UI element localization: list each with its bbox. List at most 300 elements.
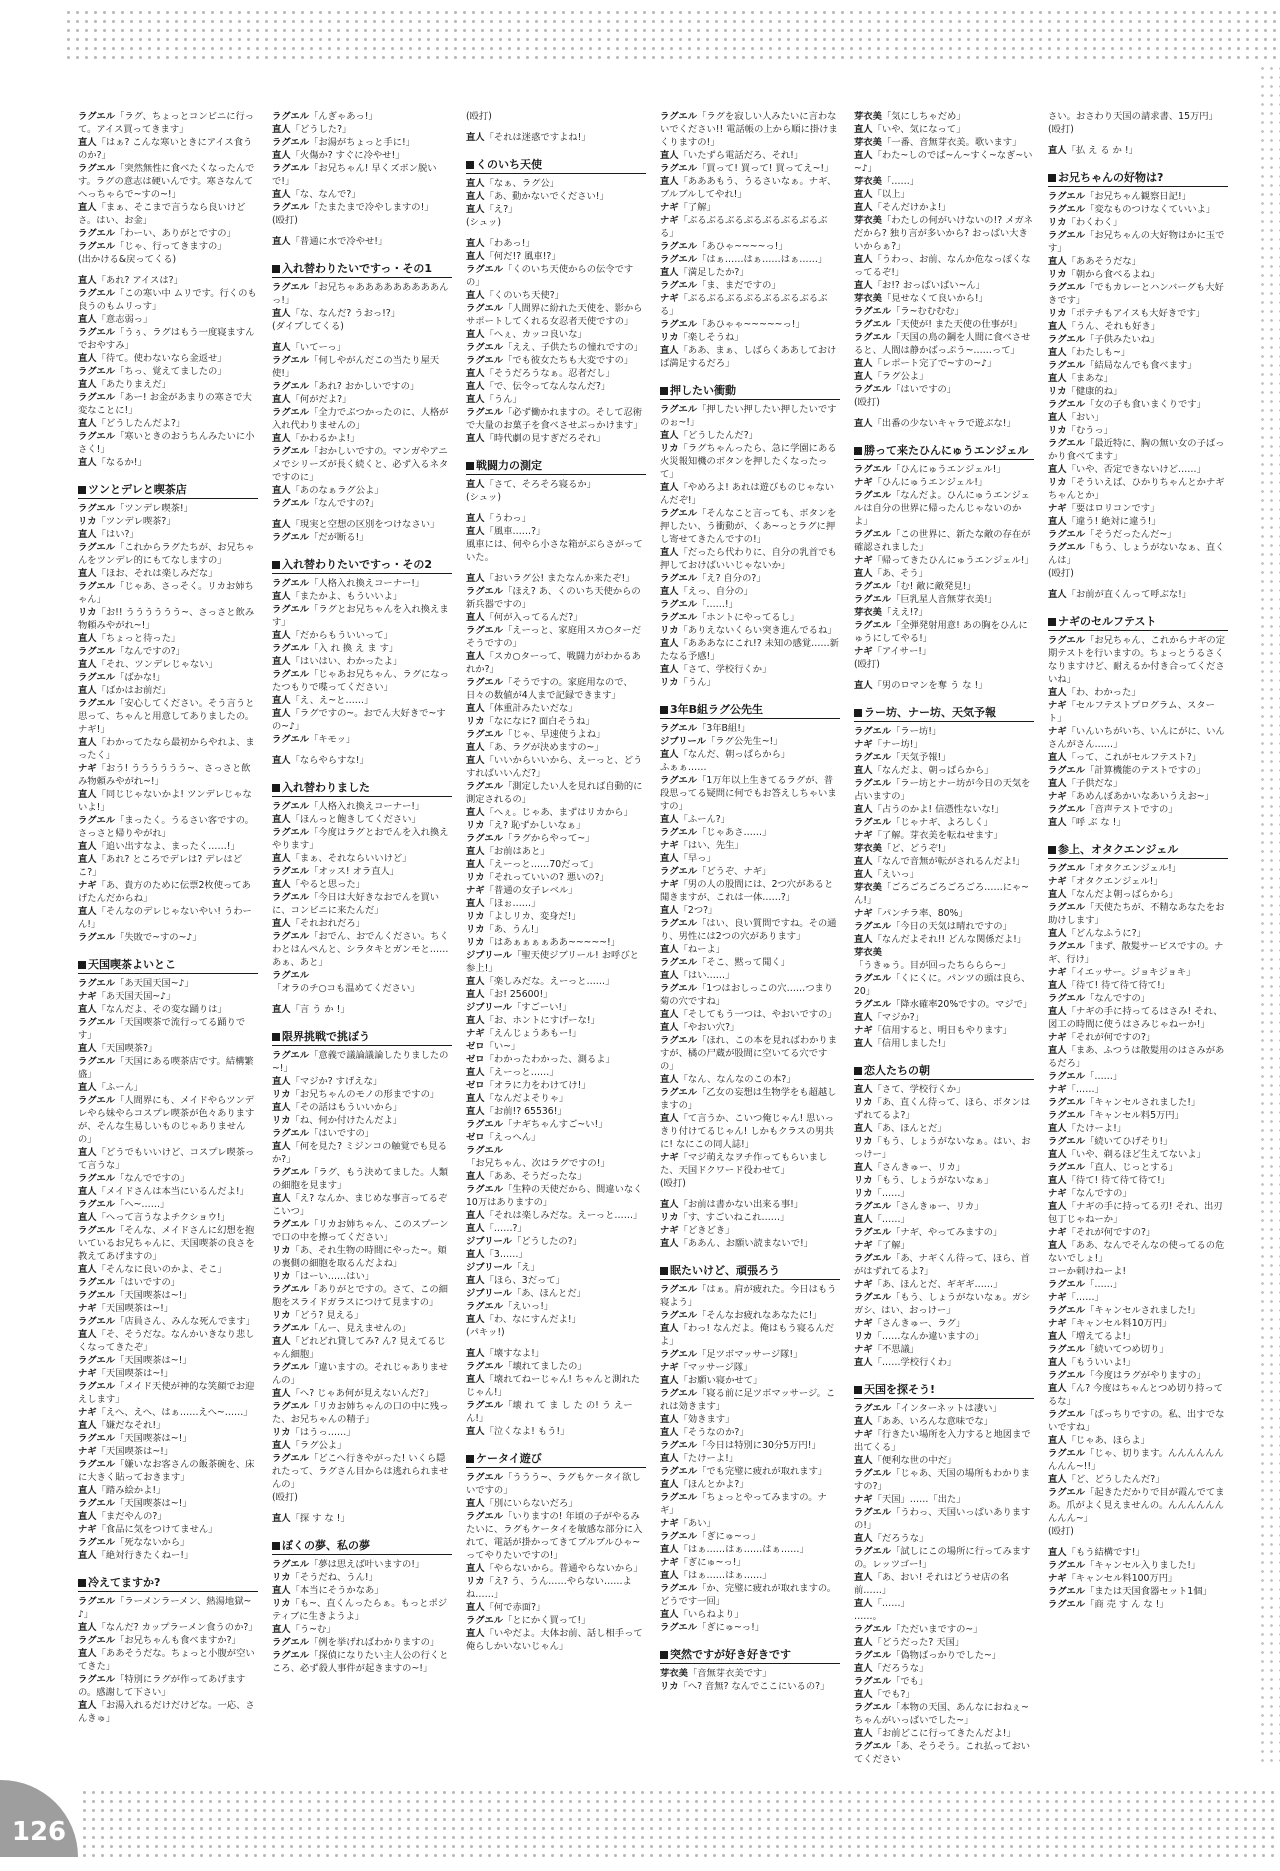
dialogue-line: [854, 1213, 1034, 1226]
dialogue-line: [272, 852, 452, 865]
line-text: 「ええ、子供たちの憧れですの」: [503, 342, 644, 353]
line-text: 「まあな」: [1066, 373, 1114, 384]
dialogue-line: [854, 1532, 1034, 1545]
dialogue-line: [1048, 424, 1228, 437]
speaker-name: ラグエル: [78, 542, 116, 553]
line-text: 「ラグちゃんったら、急に学園にある火災報知機のボタンを押したくなったって」: [660, 443, 837, 480]
line-text: 「違う! 絶対に違う!」: [1066, 516, 1161, 527]
line-text: 「ラーメンラーメン、熱湯地獄~♪」: [78, 1596, 252, 1620]
dialogue-line: [854, 1623, 1034, 1636]
line-text: 「押したい押したい押したいですのぉ~!」: [660, 404, 837, 428]
speaker-name: ラグエル: [272, 1453, 310, 1464]
line-text: 「何しやがんだこの当たり屋天使!」: [272, 355, 440, 379]
line-text: 「ああそうだな」: [1066, 256, 1141, 267]
dialogue-line: [660, 279, 840, 292]
line-text: 「ぱっちりですの。私、出すでないですね」: [1048, 1409, 1225, 1433]
speaker-name: 直人: [272, 342, 291, 353]
dialogue-line: [466, 715, 646, 728]
speaker-name: 直人: [660, 1544, 679, 1555]
spacer: [466, 1438, 646, 1446]
section-heading: ケータイ遊び: [466, 1452, 646, 1468]
line-text: 「信用すると、明日もやります」: [872, 1025, 1013, 1036]
spacer: [660, 1634, 840, 1642]
dialogue-line: [1048, 1135, 1228, 1148]
dialogue-line: [854, 1011, 1034, 1024]
dialogue-line: [1048, 307, 1228, 320]
line-text: 「人格入れ換えコーナー!」: [309, 578, 425, 589]
speaker-name: ラグエル: [466, 729, 504, 740]
dialogue-line: [272, 878, 452, 891]
dialogue-line: [660, 735, 840, 748]
line-text: 「……なんか違いますの」: [872, 1331, 985, 1342]
dialogue-line: [854, 998, 1034, 1011]
dialogue-line: [466, 741, 646, 754]
line-text: 「女の子も食いまくりです」: [1085, 399, 1206, 410]
line-text: 「えんじょうあもー!」: [484, 1028, 582, 1039]
speaker-name: ラグエル: [854, 1292, 892, 1303]
line-text: 「わたしの何がいけないの!? メガネだから? 独り言が多いから? おっぱい大きいからぁ?」: [854, 215, 1033, 252]
line-text: 「壊すなよ!」: [484, 1348, 545, 1359]
speaker-name: 直人: [272, 433, 291, 444]
line-text: 「なんでですの」: [115, 1173, 190, 1184]
line-text: 「朝から食べるよね」: [1066, 269, 1160, 280]
line-text: 「火傷か? すぐに冷やせ!」: [290, 150, 405, 161]
speaker-name: 直人: [854, 1416, 873, 1427]
line-text: 「あ、そうそう。これ払っておいてください: [854, 1741, 1031, 1765]
speaker-name: ジブリール: [466, 1236, 512, 1247]
line-text: 「じゃナギ、よろしく」: [891, 817, 993, 828]
dialogue-line: [854, 188, 1034, 201]
line-text: 「だからもういいって」: [290, 630, 393, 641]
dialogue-line: [272, 969, 452, 995]
speaker-name: 直人: [466, 1275, 485, 1286]
spacer: [78, 944, 258, 952]
dialogue-line: [854, 816, 1034, 829]
speaker-name: ラグエル: [78, 1277, 116, 1288]
line-text: 「今日は大好きなおでんを買いに、コンビニに来たんだ」: [272, 892, 440, 916]
dialogue-line: [466, 1360, 646, 1373]
line-text: 「やめろよ! あれは遊びものじゃないんだぞ!」: [660, 482, 835, 506]
speaker-name: ラグエル: [854, 464, 892, 475]
line-text: 「セルフテストプログラム、スタート」: [1048, 700, 1215, 724]
dialogue-line: [466, 1471, 646, 1497]
dialogue-line: [272, 1649, 452, 1675]
speaker-name: 直人: [78, 379, 97, 390]
line-text: 「起きただかりで目が霞んでてまあ。爪がよく見えませんの。んんんんんんんんん~」: [1048, 1487, 1225, 1524]
speaker-name: ラグエル: [78, 1095, 116, 1106]
bottom-dot-pattern: [80, 1788, 1280, 1857]
line-text: 「天国喫茶は~!」: [115, 1355, 192, 1366]
line-text: 「現実と空想の区別をつけなさい」: [290, 519, 440, 530]
dialogue-line: [1048, 1096, 1228, 1109]
dialogue-line: [854, 1330, 1034, 1343]
line-text: 「要はロリコンです」: [1066, 503, 1160, 514]
speaker-name: ラグエル: [78, 1199, 116, 1210]
line-text: 「なになに? 面白そうね」: [484, 716, 595, 727]
dialogue-line: [466, 1601, 646, 1614]
speaker-name: ナギ: [1048, 1188, 1067, 1199]
line-text: 「人格入れ換えコーナー!」: [309, 801, 425, 812]
dialogue-line: [78, 1354, 258, 1367]
dialogue-line: [854, 1037, 1034, 1050]
dialogue-line: [78, 136, 258, 162]
line-text: 「寝る前に足ツボマッサージ。これは効きます」: [660, 1388, 836, 1412]
speaker-name: 直人: [466, 178, 485, 189]
dialogue-line: [78, 1647, 258, 1673]
speaker-name: 直人: [466, 1563, 485, 1574]
line-text: 「寒いときのおうちんみたいに小さく!」: [78, 431, 255, 455]
spacer: [272, 767, 452, 775]
speaker-name: 直人: [854, 254, 873, 265]
speaker-name: ラグエル: [1048, 1162, 1086, 1173]
line-text: 「えいっ!」: [503, 1301, 554, 1312]
speaker-name: 直人: [854, 1357, 873, 1368]
line-text: 「続いてつめ切り」: [1085, 1344, 1169, 1355]
speaker-name: ラグエル: [466, 1184, 504, 1195]
speaker-name: 直人: [1048, 1006, 1067, 1017]
dialogue-line: [272, 188, 452, 201]
dialogue-line: [466, 572, 646, 585]
line-text: 「もう、しょうがないなぁ」: [872, 1175, 994, 1186]
speaker-name: 直人: [660, 1453, 679, 1464]
dialogue-line: [1048, 1473, 1228, 1486]
dialogue-line: [466, 910, 646, 923]
speaker-name: リカ: [466, 911, 485, 922]
speaker-name: 直人: [1048, 1357, 1067, 1368]
speaker-name: 直人: [78, 314, 97, 325]
line-text: 「今日は特別に30分5万円!」: [697, 1440, 821, 1451]
speaker-name: ジブリール: [466, 1288, 512, 1299]
dialogue-line: [660, 1556, 840, 1569]
dialogue-line: [854, 417, 1034, 430]
dialogue-line: [78, 313, 258, 326]
dialogue-line: [78, 1621, 258, 1634]
line-text: 「わ、なにすんだよ!」: [484, 1314, 581, 1325]
dialogue-line: [1048, 777, 1228, 790]
speaker-name: 直人: [854, 1637, 873, 1648]
speaker-name: リカ: [466, 924, 485, 935]
dialogue-line: [78, 1432, 258, 1445]
dialogue-line: [660, 331, 840, 344]
speaker-name: 直人: [1048, 752, 1067, 763]
spacer: [466, 1339, 646, 1347]
dialogue-line: [78, 697, 258, 736]
dialogue-line: [466, 923, 646, 936]
line-text: 「お願い寝かせて」: [678, 1375, 763, 1386]
line-text: 「さて、学校行くか」: [678, 664, 772, 675]
line-text: 「今日の天気は晴れですの」: [891, 921, 1012, 932]
speaker-name: ナギ: [660, 1152, 679, 1163]
speaker-name: ラグエル: [272, 643, 310, 654]
line-text: 「入 れ 換 え ま す」: [309, 643, 399, 654]
speaker-name: 直人: [272, 1336, 291, 1347]
line-text: 「え? う、うん……やらない……よね……」: [466, 1576, 632, 1600]
dialogue-line: [78, 1211, 258, 1224]
dialogue-line: [854, 972, 1034, 998]
line-text: 「意志弱っ」: [96, 314, 153, 325]
speaker-name: ラグエル: [660, 1284, 698, 1295]
line-text: 「おかしいですの。マンガやアニメでシリーズが長く続くと、必ず入るネタですのに」: [272, 446, 449, 483]
dialogue-line: [272, 826, 452, 852]
dialogue-line: [1048, 1122, 1228, 1135]
line-text: 「ぎにゅ~っ!」: [697, 1622, 765, 1633]
speaker-name: ラグエル: [660, 1087, 698, 1098]
dialogue-line: [1048, 1382, 1228, 1408]
script-columns: [78, 110, 1248, 1770]
line-text: 「なんですの?」: [309, 498, 380, 509]
line-text: 「天国」……「出た」: [872, 1494, 966, 1505]
line-text: 「生粋の天使だから、間違いなく10万はありますの」: [466, 1184, 643, 1208]
speaker-name: ラグエル: [660, 918, 698, 929]
dialogue-line: [660, 1413, 840, 1426]
line-text: 「やらないから。普通やらないから」: [484, 1563, 643, 1574]
spacer: [78, 266, 258, 274]
line-text: 「それっていいの? 悪いの?」: [484, 872, 609, 883]
line-text: 「健康的ね」: [1066, 386, 1123, 397]
line-text: 「わくわく」: [1066, 217, 1123, 228]
speaker-name: ナギ: [78, 1524, 97, 1535]
dialogue-line: [466, 819, 646, 832]
line-text: 「かわるかよ!」: [290, 433, 360, 444]
speaker-name: ラグエル: [1048, 1110, 1086, 1121]
dialogue-line: [854, 1662, 1034, 1675]
dialogue-line: [660, 917, 840, 943]
speaker-name: 直人: [272, 591, 291, 602]
dialogue-line: [660, 214, 840, 240]
speaker-name: ラグエル: [78, 503, 116, 514]
dialogue-line: [78, 1484, 258, 1497]
speaker-name: ラグエル: [78, 978, 116, 989]
dialogue-line: [1048, 1200, 1228, 1226]
dialogue-line: [272, 629, 452, 642]
dialogue-line: [854, 1122, 1034, 1135]
dialogue-line: [466, 1092, 646, 1105]
line-text: 「レポート完了で~すの~♪」: [872, 358, 997, 369]
speaker-name: 直人: [272, 1624, 291, 1635]
speaker-name: ラグエル: [78, 932, 116, 943]
speaker-name: ラグエル: [854, 1507, 892, 1518]
speaker-name: リカ: [660, 443, 679, 454]
dialogue-line: [1048, 1005, 1228, 1031]
dialogue-line: [660, 1086, 840, 1112]
speaker-name: ラグエル: [272, 892, 310, 903]
dialogue-line: [466, 432, 646, 445]
line-text: 「その話はもういいから」: [290, 1102, 403, 1113]
line-text: 「……学校行くわ」: [872, 1357, 957, 1368]
dialogue-line: [854, 1636, 1034, 1649]
line-text: 「ど、どうしたんだ?」: [1066, 1474, 1165, 1485]
speaker-name: 直人: [78, 841, 97, 852]
speaker-name: 直人: [660, 970, 679, 981]
stage-direction: (殴打): [1048, 568, 1074, 579]
speaker-name: リカ: [272, 1271, 291, 1282]
dialogue-line: [660, 572, 840, 585]
spacer: [272, 227, 452, 235]
speaker-name: ラグエル: [660, 319, 698, 330]
speaker-name: リカ: [466, 1576, 485, 1587]
speaker-name: 直人: [854, 189, 873, 200]
speaker-name: 直人: [660, 1113, 679, 1124]
speaker-name: リカ: [854, 1175, 873, 1186]
line-text: 「さて、学校行くか」: [872, 1084, 966, 1095]
line-text: 「そんなお疲れなあなたに!」: [697, 1310, 822, 1321]
speaker-name: 直人: [272, 236, 291, 247]
speaker-name: 直人: [1048, 145, 1067, 156]
line-text: 「楽しそうね」: [678, 332, 744, 343]
line-text: 「はい、良い質問ですね。その通り、男性には2つの穴があります」: [660, 918, 837, 942]
line-text: 「ラー坊!」: [891, 726, 942, 737]
line-text: 「何だ!? 風車!?」: [484, 251, 561, 262]
top-dot-pattern: [64, 8, 1280, 64]
dialogue-line: [78, 1315, 258, 1328]
speaker-name: ラグエル: [854, 1741, 892, 1752]
dialogue-line: [854, 803, 1034, 816]
line-text: 「信用しました!」: [872, 1038, 951, 1049]
line-text: 「ん? 今度はちゃんとつめ切り持ってるな」: [1048, 1383, 1224, 1407]
dialogue-line: [272, 733, 452, 746]
dialogue-line: [660, 318, 840, 331]
dialogue-line: [466, 858, 646, 871]
line-text: 「はい?」: [96, 529, 139, 540]
dialogue-line: [1048, 1408, 1228, 1434]
dialogue-line: [854, 1402, 1034, 1415]
line-text: 「そうだろうなぁ。忍者だし」: [484, 368, 615, 379]
line-text: 「うわっ、お前、なんか危なっぽくなってるぞ!」: [854, 254, 1031, 278]
line-text: 「測定したい人を見れば自動的に測定されるの」: [466, 781, 643, 805]
speaker-name: 直人: [466, 859, 485, 870]
dialogue-line: [78, 515, 258, 528]
dialogue-line: [78, 1458, 258, 1484]
line-text: 「何が入ってるんだ?」: [484, 612, 583, 623]
speaker-name: ラグエル: [660, 775, 698, 786]
dialogue-line: [660, 240, 840, 253]
line-text: 「じゃ、早速使うよね」: [503, 729, 606, 740]
dialogue-line: [272, 590, 452, 603]
dialogue-line: [272, 642, 452, 655]
line-text: 「特別にラグが作ってあげますの。感謝して下さい」: [78, 1674, 246, 1698]
dialogue-line: [1048, 1291, 1228, 1304]
line-text: 「いりますの! 年頃の子がやるみたいに、ラグもケータイを敏感な部分に入れて、電話が掛かってきてブルブルひゃ~ってやりたいですの!」: [466, 1511, 643, 1561]
line-text: 「いてーっ」: [290, 342, 347, 353]
line-text: 「えっ、自分の」: [678, 586, 753, 597]
line-text: 「あ、ナギくん待って、ほら、首がはずれてるよ?」: [854, 1253, 1030, 1277]
speaker-name: ラグエル: [1048, 542, 1086, 553]
line-text: 「ツンデレ喫茶!」: [115, 503, 193, 514]
speaker-name: ラグエル: [272, 381, 310, 392]
speaker-name: 直人: [466, 703, 485, 714]
line-text: 「ナー坊!」: [872, 739, 923, 750]
speaker-name: 直人: [272, 1388, 291, 1399]
line-text: 「うん、それも好き」: [1066, 321, 1161, 332]
dialogue-line: [660, 1322, 840, 1348]
line-text: 「あたりまえだ」: [96, 379, 171, 390]
section-heading: 勝って来たひんにゅうエンジェル: [854, 444, 1034, 460]
speaker-name: 直人: [78, 1329, 97, 1340]
line-text: 「どんなふうに?」: [1066, 928, 1146, 939]
line-text: 「そうだね、うん!」: [290, 1572, 378, 1583]
dialogue-line: [78, 1673, 258, 1699]
speaker-name: 直人: [660, 1022, 679, 1033]
line-text: 「えっへん」: [484, 1132, 541, 1143]
line-text: 「了解」: [872, 1240, 910, 1251]
speaker-name: ラグエル: [660, 1492, 698, 1503]
speaker-name: ラグエル: [272, 1362, 310, 1373]
speaker-name: リカ: [78, 516, 97, 527]
line-text: 「もう結構です!」: [1066, 1547, 1145, 1558]
speaker-name: 直人: [272, 1102, 291, 1113]
line-text: 「そんだけかよ!」: [872, 202, 951, 213]
dialogue-line: [1048, 875, 1228, 888]
speaker-name: ラグエル: [78, 1290, 116, 1301]
dialogue-line: [272, 1439, 452, 1452]
dialogue-line: [660, 1237, 840, 1250]
speaker-name: 直人: [272, 853, 291, 864]
column-5: [854, 110, 1034, 1770]
speaker-name: ラグエル: [272, 578, 310, 589]
speaker-name: ナギ: [660, 1518, 679, 1529]
line-text: 「オッス! オラ直人」: [309, 866, 400, 877]
dialogue-line: [466, 341, 646, 354]
dialogue-line: [1048, 940, 1228, 966]
speaker-name: 直人: [854, 869, 873, 880]
speaker-name: ラグエル: [854, 306, 892, 317]
line-text: 「はいですの」: [891, 384, 957, 395]
speaker-name: ラグエル: [854, 1676, 892, 1687]
line-text: 「聖天使ジブリール! お呼びと参上!」: [466, 950, 639, 974]
speaker-name: 直人: [466, 433, 485, 444]
line-text: 「買って! 買って! 買ってえ~!」: [697, 163, 834, 174]
dialogue-line: [660, 1034, 840, 1073]
line-text: 「見せなくて良いから!」: [881, 293, 988, 304]
dialogue-line: [660, 1680, 840, 1693]
dialogue-line: [466, 1027, 646, 1040]
dialogue-line: [660, 611, 840, 624]
dialogue-line: [272, 201, 452, 214]
dialogue-line: [466, 354, 646, 367]
line-text: 「ホントにやってるし」: [697, 612, 800, 623]
speaker-name: 直人: [272, 394, 291, 405]
speaker-name: 直人: [466, 1628, 485, 1639]
speaker-name: ラグエル: [466, 1511, 504, 1522]
dialogue-line: [1048, 966, 1228, 979]
line-text: 「2つ?」: [678, 905, 718, 916]
speaker-name: ナギ: [78, 763, 97, 774]
speaker-name: 芽衣美: [854, 137, 882, 148]
line-text: 「男のロマンを奪 う な !」: [872, 680, 988, 691]
speaker-name: ラグエル: [1048, 863, 1086, 874]
dialogue-line: [660, 585, 840, 598]
dialogue-line: [78, 1146, 258, 1172]
speaker-name: ラグエル: [466, 1361, 504, 1372]
speaker-name: 直人: [466, 1210, 485, 1221]
line-text: 「天使が! また天使の仕事が!」: [891, 319, 1023, 330]
dialogue-line: [1048, 1239, 1228, 1265]
dialogue-line: [466, 406, 646, 432]
line-text: 「スカ○ターって、戦闘力がわかるあれか?」: [466, 651, 641, 675]
line-text: 「なんですの」: [1085, 993, 1151, 1004]
line-text: 「気にしちゃだめ」: [881, 111, 966, 122]
speaker-name: 直人: [466, 1171, 485, 1182]
dialogue-line: [78, 1289, 258, 1302]
dialogue-line: [272, 484, 452, 497]
line-text: 「オタクエンジェル!」: [1085, 863, 1182, 874]
line-text: 「呼 ぶ な !」: [1066, 817, 1126, 828]
speaker-name: 芽衣美: [854, 111, 882, 122]
line-text: 「……」: [1066, 1084, 1104, 1095]
speaker-name: 直人: [466, 251, 485, 262]
line-text: 「ナギちゃんすご~い!」: [503, 1119, 608, 1130]
line-text: 「くにくに。パンツの頭は良ら、20」: [854, 973, 1031, 997]
